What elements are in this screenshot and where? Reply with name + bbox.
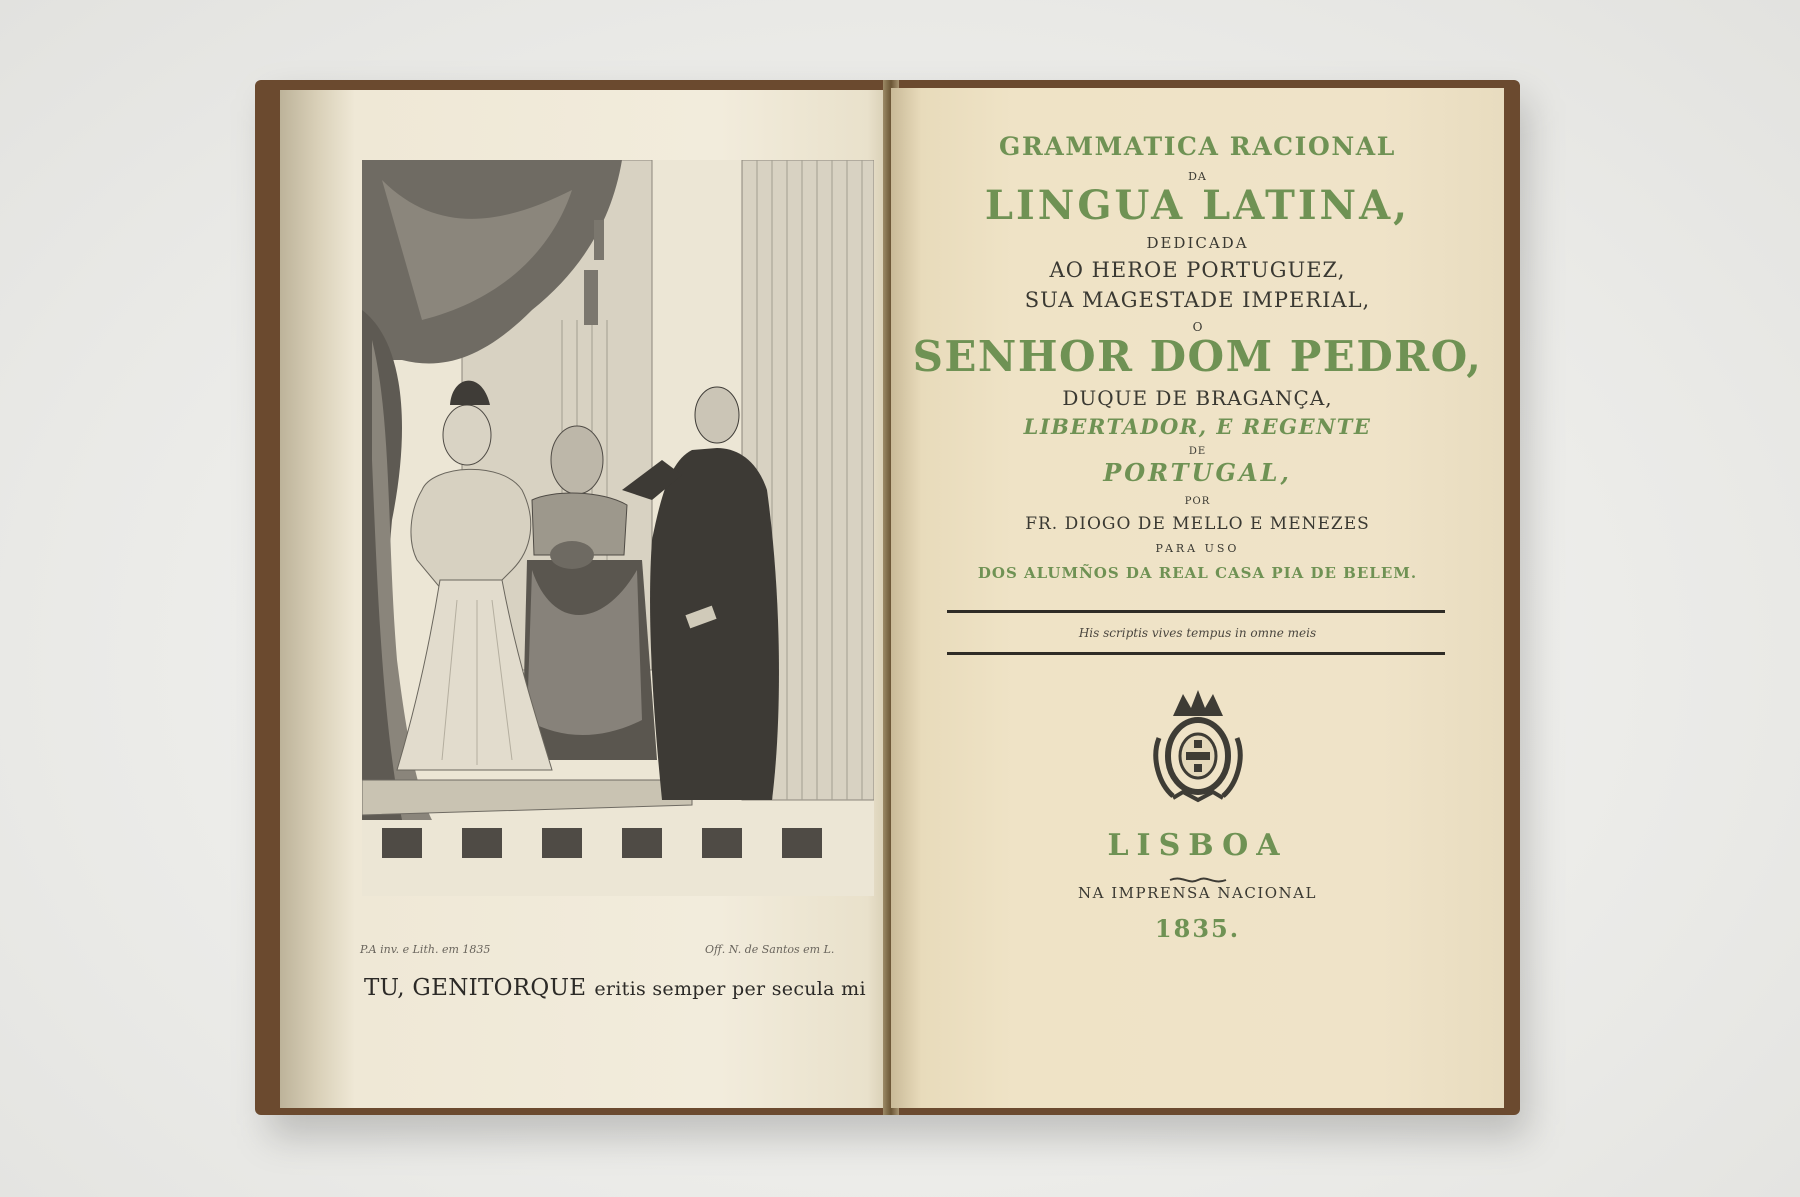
title-line-1: GRAMMATICA RACIONAL (999, 132, 1396, 161)
title-page (891, 88, 1504, 1108)
dedication-label: DEDICADA (1146, 234, 1249, 252)
frontispiece-page (280, 90, 905, 1108)
usage-label: PARA USO (1155, 542, 1240, 555)
caption-part-a: TU, GENITORQUE (364, 975, 587, 1001)
rule-bottom (947, 652, 1445, 655)
dedicatee-title-4: PORTUGAL, (1103, 458, 1292, 487)
rule-top (947, 610, 1445, 613)
usage-line: DOS ALUMÑOS DA REAL CASA PIA DE BELEM. (977, 564, 1418, 582)
author-label: POR (1184, 496, 1211, 507)
imprint-city: LISBOA (1107, 828, 1288, 863)
caption-part-b: eritis semper per secula mi (594, 978, 866, 1000)
dedication-line-2: SUA MAGESTADE IMPERIAL, (1024, 288, 1371, 312)
dedication-line-1: AO HEROE PORTUGUEZ, (1049, 258, 1346, 282)
lithograph-illustration (362, 160, 874, 896)
printer-credit: Off. N. de Santos em L. (705, 943, 835, 956)
plate-caption (364, 975, 866, 1001)
author-name: FR. DIOGO DE MELLO E MENEZES (1025, 514, 1370, 534)
artist-credit: P.A inv. e Lith. em 1835 (360, 943, 491, 956)
dedicatee-title-2: LIBERTADOR, E REGENTE (1023, 414, 1372, 439)
royal-coat-of-arms-emblem (1153, 688, 1243, 806)
dedicatee-name: SENHOR DOM PEDRO, (912, 332, 1483, 381)
imprint-year: 1835. (1154, 914, 1241, 943)
title-line-3: LINGUA LATINA, (984, 182, 1411, 229)
dedicatee-title-1: DUQUE DE BRAGANÇA, (1062, 386, 1333, 410)
dedication-line-3: O (1192, 320, 1203, 334)
motto: His scriptis vives tempus in omne meis (1078, 626, 1317, 640)
open-book (255, 80, 1520, 1115)
title-line-2: DA (1188, 170, 1207, 183)
imprint-printer: NA IMPRENSA NACIONAL (1078, 884, 1317, 902)
dedicatee-title-3: DE (1188, 446, 1207, 457)
ornament-divider (1168, 870, 1228, 880)
